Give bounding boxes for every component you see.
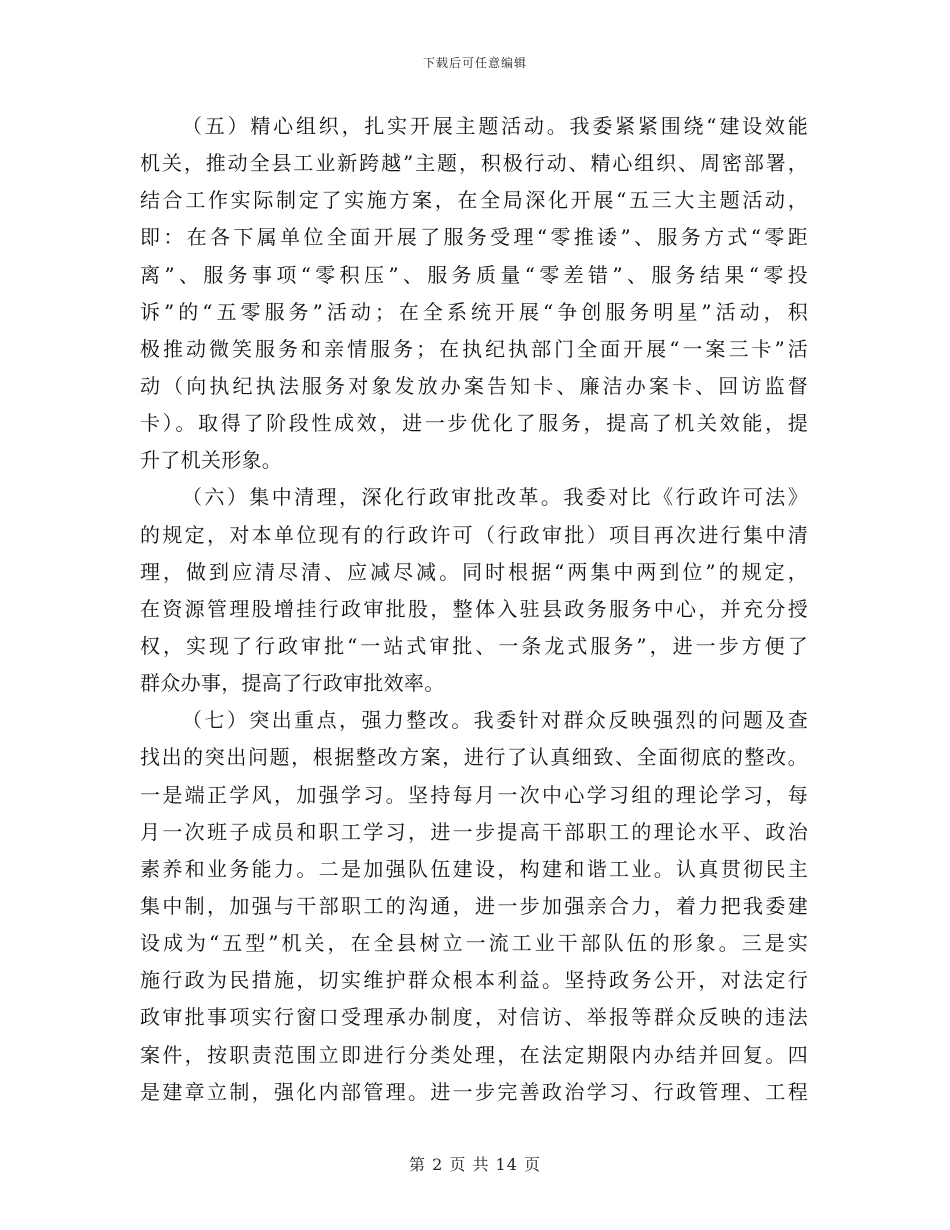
paragraph-line: 一是端正学风，加强学习。坚持每月一次中心学习组的理论学习，每 (140, 782, 808, 807)
paragraph-line: 是建章立制，强化内部管理。进一步完善政治学习、行政管理、工程 (140, 1079, 808, 1104)
paragraph-line: 找出的突出问题，根据整改方案，进行了认真细致、全面彻底的整改。 (140, 745, 808, 770)
paragraph-line: 政审批事项实行窗口受理承办制度，对信访、举报等群众反映的违法 (140, 1005, 808, 1030)
paragraph-line: 动（向执纪执法服务对象发放办案告知卡、廉洁办案卡、回访监督 (140, 373, 808, 398)
paragraph-line: 案件，按职责范围立即进行分类处理，在法定期限内办结并回复。四 (140, 1042, 808, 1067)
paragraph-line: 升了机关形象。 (140, 448, 283, 473)
paragraph-line: 卡）。取得了阶段性成效，进一步优化了服务，提高了机关效能，提 (140, 411, 808, 436)
paragraph-line: （七）突出重点，强力整改。我委针对群众反映强烈的问题及查 (182, 708, 808, 733)
paragraph-line: （六）集中清理，深化行政审批改革。我委对比《行政许可法》 (182, 485, 808, 510)
paragraph-line: 群众办事，提高了行政审批效率。 (140, 671, 445, 696)
paragraph-line: （五）精心组织，扎实开展主题活动。我委紧紧围绕“建设效能 (182, 114, 808, 138)
paragraph-line: 机关，推动全县工业新跨越”主题，积极行动、精心组织、周密部署， (140, 151, 808, 176)
document-body (140, 108, 808, 1111)
paragraph-line: 月一次班子成员和职工学习，进一步提高干部职工的理论水平、政治 (140, 819, 808, 844)
paragraph-line: 素养和业务能力。二是加强队伍建设，构建和谐工业。认真贯彻民主 (140, 856, 808, 881)
paragraph-line: 在资源管理股增挂行政审批股，整体入驻县政务服务中心，并充分授 (140, 596, 808, 621)
paragraph-line: 权，实现了行政审批“一站式审批、一条龙式服务”，进一步方便了 (140, 633, 808, 658)
page-header-note: 下载后可任意编辑 (422, 56, 527, 70)
paragraph-line: 设成为“五型”机关，在全县树立一流工业干部队伍的形象。三是实 (140, 931, 808, 956)
paragraph-line: 结合工作实际制定了实施方案，在全局深化开展“五三大主题活动， (140, 188, 808, 213)
paragraph-line: 即：在各下属单位全面开展了服务受理“零推诿”、服务方式“零距 (140, 225, 808, 250)
page-number: 第 2 页 共 14 页 (409, 1155, 541, 1174)
paragraph-line: 集中制，加强与干部职工的沟通，进一步加强亲合力，着力把我委建 (140, 893, 808, 918)
paragraph-line: 理，做到应清尽清、应减尽减。同时根据“两集中两到位”的规定， (140, 559, 808, 584)
paragraph-line: 离”、服务事项“零积压”、服务质量“零差错”、服务结果“零投 (140, 262, 808, 287)
paragraph-line: 极推动微笑服务和亲情服务；在执纪执部门全面开展“一案三卡”活 (140, 336, 808, 361)
paragraph-line: 施行政为民措施，切实维护群众根本利益。坚持政务公开，对法定行 (140, 968, 808, 993)
paragraph-line: 诉”的“五零服务”活动；在全系统开展“争创服务明星”活动，积 (140, 299, 808, 324)
paragraph-line: 的规定，对本单位现有的行政许可（行政审批）项目再次进行集中清 (140, 522, 808, 547)
